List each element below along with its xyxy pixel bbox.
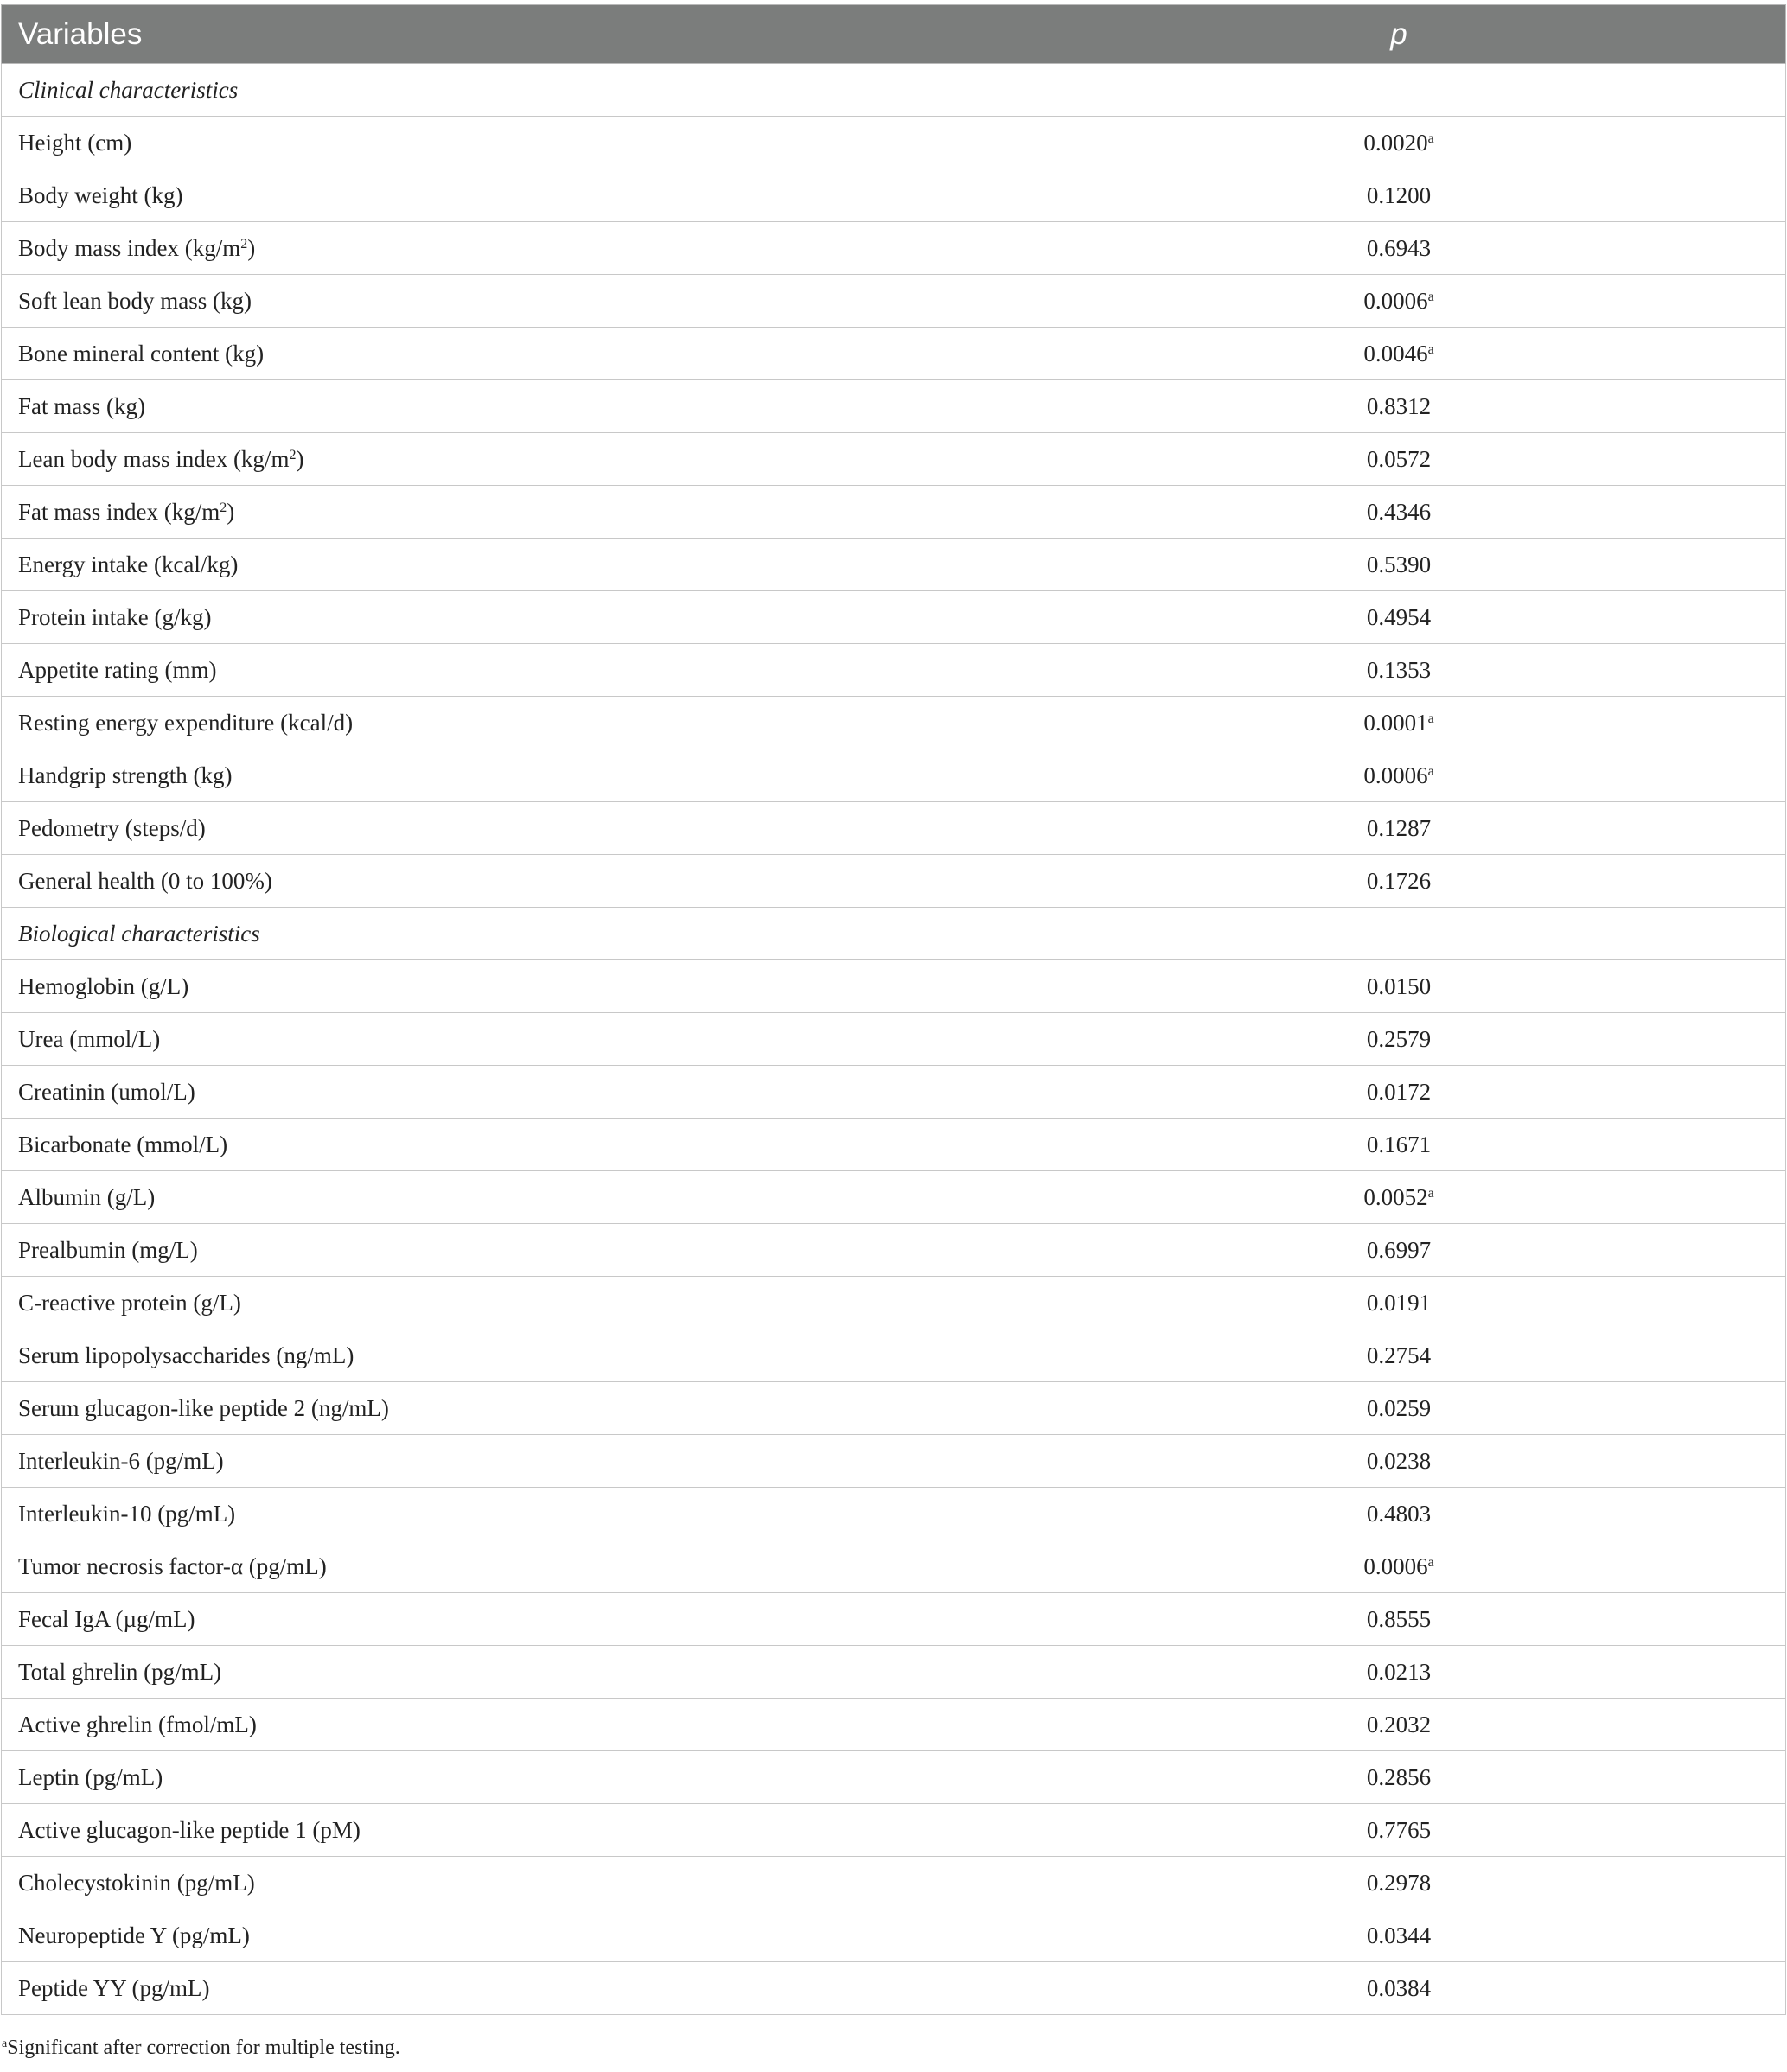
p-value: 0.0344 — [1012, 1909, 1786, 1962]
p-value: 0.1287 — [1012, 802, 1786, 855]
variable-name: Peptide YY (pg/mL) — [2, 1962, 1012, 2015]
variable-name: Body mass index (kg/m$^2$) — [2, 222, 1012, 275]
variable-name: Handgrip strength (kg) — [2, 749, 1012, 802]
p-value: 0.0172 — [1012, 1066, 1786, 1119]
p-value: 0.4803 — [1012, 1488, 1786, 1540]
p-value: 0.0006$^a$ — [1012, 275, 1786, 328]
table-row — [2, 486, 1786, 539]
header-row — [2, 5, 1786, 64]
variable-name: Active ghrelin (fmol/mL) — [2, 1699, 1012, 1751]
p-value: 0.0259 — [1012, 1382, 1786, 1435]
p-value: 0.0572 — [1012, 433, 1786, 486]
p-value: 0.0006$^a$ — [1012, 749, 1786, 802]
table-row — [2, 433, 1786, 486]
significance-mark: a — [1427, 1185, 1434, 1201]
p-value: 0.8312 — [1012, 380, 1786, 433]
table-row — [2, 380, 1786, 433]
p-value: 0.6943 — [1012, 222, 1786, 275]
results-table — [1, 4, 1786, 2015]
variable-name: Total ghrelin (pg/mL) — [2, 1646, 1012, 1699]
variable-name: Height (cm) — [2, 117, 1012, 169]
p-value: 0.1353 — [1012, 644, 1786, 697]
variable-name: Tumor necrosis factor-α (pg/mL) — [2, 1540, 1012, 1593]
significance-mark: a — [1427, 1554, 1434, 1570]
table-row — [2, 591, 1786, 644]
section-row — [2, 64, 1786, 117]
p-value: 0.4346 — [1012, 486, 1786, 539]
variable-name: Urea (mmol/L) — [2, 1013, 1012, 1066]
variable-name: Active glucagon-like peptide 1 (pM) — [2, 1804, 1012, 1857]
section-biological: Biological characteristics — [2, 908, 1786, 960]
table-row — [2, 1593, 1786, 1646]
p-value: 0.0150 — [1012, 960, 1786, 1013]
table-row — [2, 1119, 1786, 1171]
section-row — [2, 908, 1786, 960]
table-row — [2, 539, 1786, 591]
p-value: 0.1726 — [1012, 855, 1786, 908]
footnote-mark: a — [2, 2037, 8, 2050]
p-value: 0.0191 — [1012, 1277, 1786, 1329]
table-row — [2, 1962, 1786, 2015]
variable-name: Creatinin (umol/L) — [2, 1066, 1012, 1119]
p-value: 0.0384 — [1012, 1962, 1786, 2015]
table-row — [2, 1382, 1786, 1435]
p-value: 0.0052$^a$ — [1012, 1171, 1786, 1224]
variable-name: Leptin (pg/mL) — [2, 1751, 1012, 1804]
significance-mark: a — [1427, 711, 1434, 726]
table-row — [2, 169, 1786, 222]
footnote-text: Significant after correction for multiple testing. — [7, 2037, 400, 2059]
variable-name: Interleukin-6 (pg/mL) — [2, 1435, 1012, 1488]
p-value: 0.1200 — [1012, 169, 1786, 222]
variable-name: Soft lean body mass (kg) — [2, 275, 1012, 328]
table-row — [2, 1540, 1786, 1593]
variable-name: Protein intake (g/kg) — [2, 591, 1012, 644]
p-value: 0.0213 — [1012, 1646, 1786, 1699]
table-row — [2, 1804, 1786, 1857]
table-footnote — [2, 2037, 400, 2060]
table-row — [2, 749, 1786, 802]
variable-name: Bone mineral content (kg) — [2, 328, 1012, 380]
table-row — [2, 1013, 1786, 1066]
table-row — [2, 222, 1786, 275]
variable-name: Bicarbonate (mmol/L) — [2, 1119, 1012, 1171]
table-row — [2, 1699, 1786, 1751]
variable-name: Prealbumin (mg/L) — [2, 1224, 1012, 1277]
significance-mark: a — [1427, 131, 1434, 146]
table-row — [2, 1224, 1786, 1277]
p-value: 0.6997 — [1012, 1224, 1786, 1277]
p-value: 0.8555 — [1012, 1593, 1786, 1646]
variable-name: Resting energy expenditure (kcal/d) — [2, 697, 1012, 749]
table-row — [2, 1329, 1786, 1382]
p-value: 0.0001$^a$ — [1012, 697, 1786, 749]
p-value: 0.0238 — [1012, 1435, 1786, 1488]
table-row — [2, 960, 1786, 1013]
section-clinical: Clinical characteristics — [2, 64, 1786, 117]
p-value: 0.2579 — [1012, 1013, 1786, 1066]
p-value: 0.7765 — [1012, 1804, 1786, 1857]
p-value: 0.0006$^a$ — [1012, 1540, 1786, 1593]
p-value: 0.2856 — [1012, 1751, 1786, 1804]
variable-name: Serum glucagon-like peptide 2 (ng/mL) — [2, 1382, 1012, 1435]
variable-name: Pedometry (steps/d) — [2, 802, 1012, 855]
p-value: 0.0046$^a$ — [1012, 328, 1786, 380]
table-row — [2, 1909, 1786, 1962]
table-row — [2, 275, 1786, 328]
variable-name: Interleukin-10 (pg/mL) — [2, 1488, 1012, 1540]
variable-name: Cholecystokinin (pg/mL) — [2, 1857, 1012, 1909]
table-row — [2, 1857, 1786, 1909]
header-variables: Variables — [2, 5, 1012, 64]
variable-name: Body weight (kg) — [2, 169, 1012, 222]
p-value: 0.1671 — [1012, 1119, 1786, 1171]
variable-name: Fecal IgA (µg/mL) — [2, 1593, 1012, 1646]
variable-name: Fat mass (kg) — [2, 380, 1012, 433]
variable-name: Hemoglobin (g/L) — [2, 960, 1012, 1013]
variable-name: General health (0 to 100%) — [2, 855, 1012, 908]
variable-name: Serum lipopolysaccharides (ng/mL) — [2, 1329, 1012, 1382]
table-row — [2, 802, 1786, 855]
table-row — [2, 1171, 1786, 1224]
significance-mark: a — [1427, 341, 1434, 357]
p-value: 0.0020$^a$ — [1012, 117, 1786, 169]
variable-name: Fat mass index (kg/m$^2$) — [2, 486, 1012, 539]
table-row — [2, 1488, 1786, 1540]
significance-mark: a — [1427, 289, 1434, 304]
variable-name: Lean body mass index (kg/m$^2$) — [2, 433, 1012, 486]
variable-name: Appetite rating (mm) — [2, 644, 1012, 697]
significance-mark: a — [1427, 763, 1434, 779]
table-row — [2, 117, 1786, 169]
p-value: 0.2754 — [1012, 1329, 1786, 1382]
header-p: p — [1012, 5, 1786, 64]
table-row — [2, 1066, 1786, 1119]
table-row — [2, 1435, 1786, 1488]
p-value: 0.5390 — [1012, 539, 1786, 591]
variable-name: Neuropeptide Y (pg/mL) — [2, 1909, 1012, 1962]
table-row — [2, 855, 1786, 908]
p-value: 0.4954 — [1012, 591, 1786, 644]
variable-name: Energy intake (kcal/kg) — [2, 539, 1012, 591]
table-row — [2, 1751, 1786, 1804]
variable-name: Albumin (g/L) — [2, 1171, 1012, 1224]
p-value: 0.2032 — [1012, 1699, 1786, 1751]
table-row — [2, 644, 1786, 697]
table-row — [2, 1277, 1786, 1329]
table-row — [2, 697, 1786, 749]
table-row — [2, 1646, 1786, 1699]
table-row — [2, 328, 1786, 380]
variable-name: C-reactive protein (g/L) — [2, 1277, 1012, 1329]
p-value: 0.2978 — [1012, 1857, 1786, 1909]
